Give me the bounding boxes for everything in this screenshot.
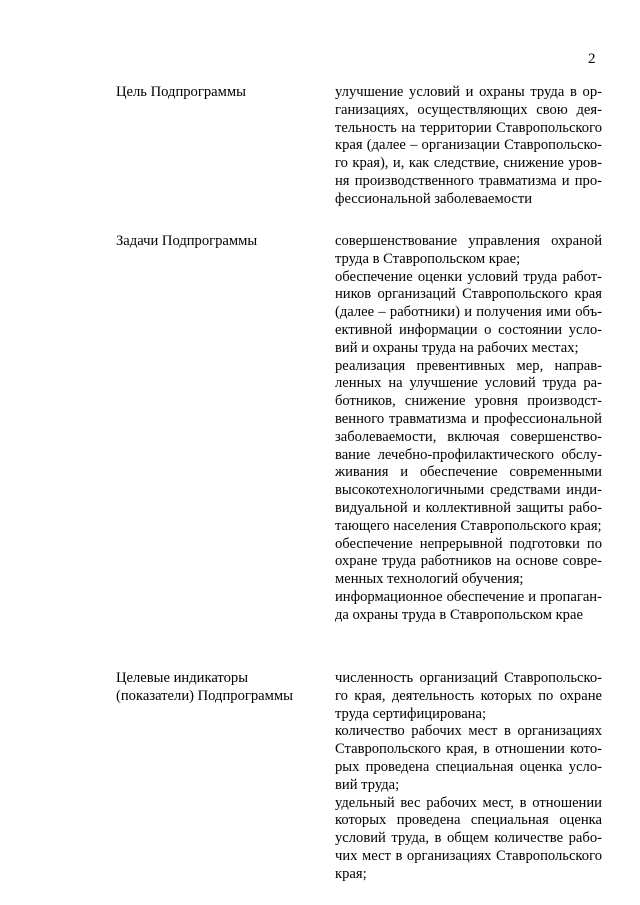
task-paragraph: реализация превентивных мер, направленных на улучшение условий труда работников, снижение уровня производственного травматизма и профессиональной заболеваемости, включая совершенствование лечебно-профилактического обслуживания и обеспечение современными высокотехнологичными средствами индивидуальной и коллективной защиты работающего населения Ставропольского края;	[335, 357, 602, 534]
section-indicators-label	[116, 670, 316, 706]
label-line: Задачи Подпрограммы	[116, 233, 258, 249]
indicator-paragraph: удельный вес рабочих мест, в отношении которых проведена специальная оценка условий труда, в общем количестве рабочих мест в организациях Ставропольского края;	[335, 794, 602, 882]
section-indicators-text	[335, 670, 602, 884]
section-goal-text	[335, 84, 602, 209]
label-line: Цель Подпрограммы	[116, 84, 246, 100]
label-line: (показатели) Подпрограммы	[116, 687, 293, 704]
task-paragraph: обеспечение непрерывной подготовки по охране труда работников на основе современных технологий обучения;	[335, 535, 602, 588]
goal-paragraph: улучшение условий и охраны труда в организациях, осуществляющих свою деятельность на территории Ставропольского края (далее – организации Ставропольского края), и, как следствие, снижение уровня производственного травматизма и профессиональной заболеваемости	[335, 84, 602, 207]
task-paragraph: совершенствование управления охраной труда в Ставропольском крае;	[335, 233, 602, 267]
indicator-paragraph: численность организаций Ставропольского края, деятельность которых по охране труда сертифицирована;	[335, 670, 602, 722]
label-line: Целевые индикаторы	[116, 670, 249, 686]
task-paragraph: информационное обеспечение и пропаганда охраны труда в Ставропольском крае	[335, 588, 602, 623]
section-tasks-label	[116, 233, 316, 251]
indicator-paragraph: количество рабочих мест в организациях Ставропольского края, в отношении которых проведена специальная оценка условий труда;	[335, 723, 602, 793]
section-goal-label	[116, 84, 316, 102]
task-paragraph: обеспечение оценки условий труда работников организаций Ставропольского края (далее – работники) и получения ими объективной информации о состоянии условий и охраны труда на рабочих местах;	[335, 268, 602, 356]
section-tasks-text	[335, 233, 602, 625]
page-number: 2	[588, 51, 596, 67]
